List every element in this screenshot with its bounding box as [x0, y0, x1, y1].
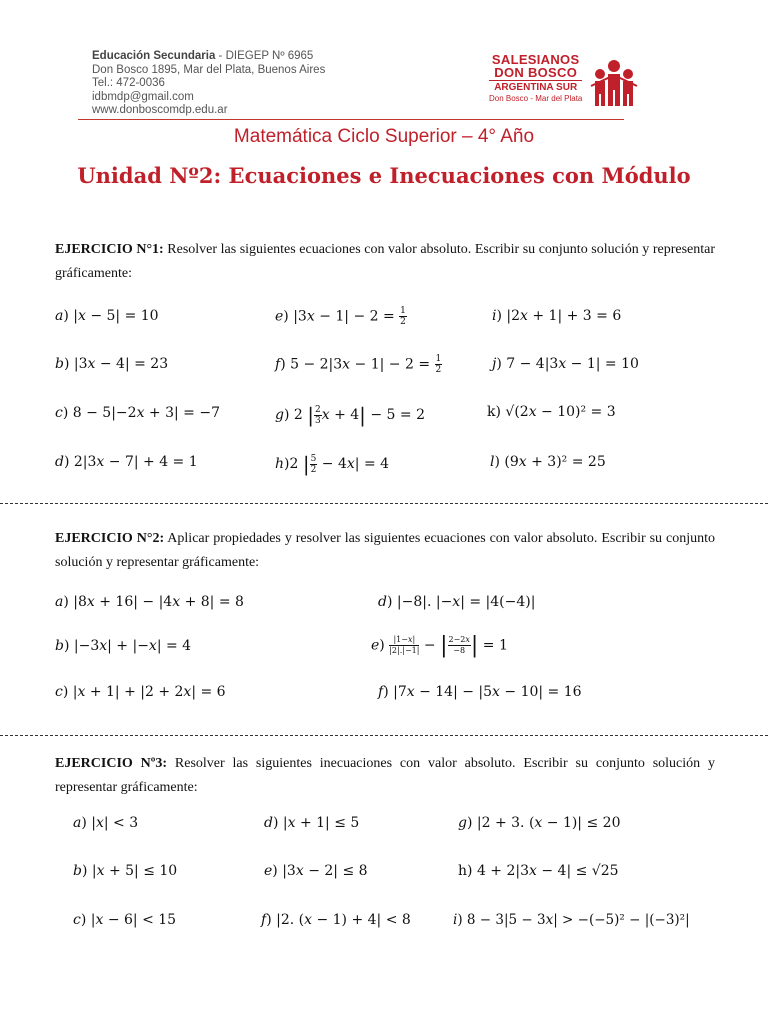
school-diegep: - DIEGEP Nº 6965 [215, 50, 314, 62]
ex1-item-e: e) |3𝑥 − 1| − 2 = $\frac{1}{2}$ [275, 306, 406, 327]
school-website: www.donboscomdp.edu.ar [92, 104, 228, 116]
ex3-item-b: b) |𝑥 + 5| ≤ 10 [73, 863, 178, 879]
ex1-item-j: j) 7 − 4|3𝑥 − 1| = 10 [492, 356, 639, 372]
ex1-item-d: d) 2|3𝑥 − 7| + 4 = 1 [55, 454, 198, 470]
ex1-item-k: k) √(2𝑥 − 10)² = 3 [487, 404, 616, 420]
section-divider-1 [0, 503, 768, 504]
school-name: Educación Secundaria [92, 50, 216, 62]
unit-title: Unidad Nº2: Ecuaciones e Inecuaciones con Módulo [77, 163, 691, 188]
header-rule [78, 119, 624, 120]
section-divider-2 [0, 735, 768, 736]
ex2-item-f: f) |7𝑥 − 14| − |5𝑥 − 10| = 16 [378, 684, 582, 700]
exercise-2-statement [55, 527, 715, 575]
exercise-3-label: EJERCICIO Nº3: [55, 756, 168, 771]
logo-line-1: SALESIANOS [491, 52, 580, 67]
ex3-item-g: g) |2 + 3. (𝑥 − 1)| ≤ 20 [458, 815, 621, 831]
ex1-item-a: a) |𝑥 − 5| = 10 [55, 308, 159, 324]
ex2-item-a: a) |8𝑥 + 16| − |4𝑥 + 8| = 8 [55, 594, 244, 610]
logo-line-4: Don Bosco - Mar del Plata [489, 94, 583, 103]
exercise-1-text: Resolver las siguientes ecuaciones con valor absoluto. Escribir su conjunto solución y representar gráficamente: [55, 242, 715, 281]
school-address: Don Bosco 1895, Mar del Plata, Buenos Aires [92, 63, 326, 76]
salesianos-logo-icon [588, 56, 640, 108]
exercise-3-text: Resolver las siguientes inecuaciones con valor absoluto. Escribir su conjunto solución y representar gráficamente: [55, 756, 716, 795]
ex1-item-h: h)2 | $\frac{5}{2}$ − 4𝑥| = 4 [275, 452, 390, 476]
exercise-2-text: Aplicar propiedades y resolver las siguientes ecuaciones con valor absoluto. Escribir su conjunto solución y representar gráficamente: [55, 531, 715, 570]
ex1-item-g: g) 2 | $\frac{2}{3}$ 𝑥 + 4| − 5 = 2 [275, 403, 426, 427]
logo-line-3: ARGENTINA SUR [489, 80, 582, 94]
salesianos-logo-text [489, 53, 582, 103]
school-info [92, 50, 325, 118]
exercise-1-statement [55, 238, 715, 286]
exercise-1-label: EJERCICIO N°1: [55, 242, 164, 257]
course-subtitle: Matemática Ciclo Superior – 4° Año [233, 126, 535, 147]
ex3-item-f: f) |2. (𝑥 − 1) + 4| < 8 [261, 912, 411, 928]
ex2-item-c: c) |𝑥 + 1| + |2 + 2𝑥| = 6 [55, 684, 226, 700]
ex1-item-l: l) (9𝑥 + 3)² = 25 [490, 454, 606, 470]
logo-line-2: DON BOSCO [494, 65, 578, 80]
school-phone: Tel.: 472-0036 [92, 77, 165, 89]
ex3-item-d: d) |𝑥 + 1| ≤ 5 [264, 815, 360, 831]
ex3-item-e: e) |3𝑥 − 2| ≤ 8 [264, 863, 368, 879]
ex1-item-b: b) |3𝑥 − 4| = 23 [55, 356, 169, 372]
ex3-item-a: a) |𝑥| < 3 [73, 815, 139, 831]
ex1-item-i: i) |2𝑥 + 1| + 3 = 6 [492, 308, 622, 324]
ex3-item-i: i) 8 − 3|5 − 3𝑥| > −(−5)² − |(−3)²| [453, 912, 690, 928]
exercise-3-statement [55, 752, 715, 800]
ex2-item-e: e) $\frac{\text{|1−𝑥|}}{|2|.|-1|}$ − | $\frac{\text{2−2𝑥}}{-8}$ | = 1 [371, 633, 508, 658]
ex3-item-h: h) 4 + 2|3𝑥 − 4| ≤ √25 [458, 863, 619, 879]
ex2-item-b: b) |−3𝑥| + |−𝑥| = 4 [55, 638, 192, 654]
ex1-item-f: f) 5 − 2|3𝑥 − 1| − 2 = $\frac{1}{2}$ [275, 354, 442, 375]
school-email: idbmdp@gmail.com [92, 90, 194, 103]
exercise-2-label: EJERCICIO N°2: [55, 531, 165, 546]
ex1-item-c: c) 8 − 5|−2𝑥 + 3| = −7 [55, 405, 220, 421]
ex3-item-c: c) |𝑥 − 6| < 15 [73, 912, 177, 928]
ex2-item-d: d) |−8|. |−𝑥| = |4(−4)| [378, 594, 536, 610]
